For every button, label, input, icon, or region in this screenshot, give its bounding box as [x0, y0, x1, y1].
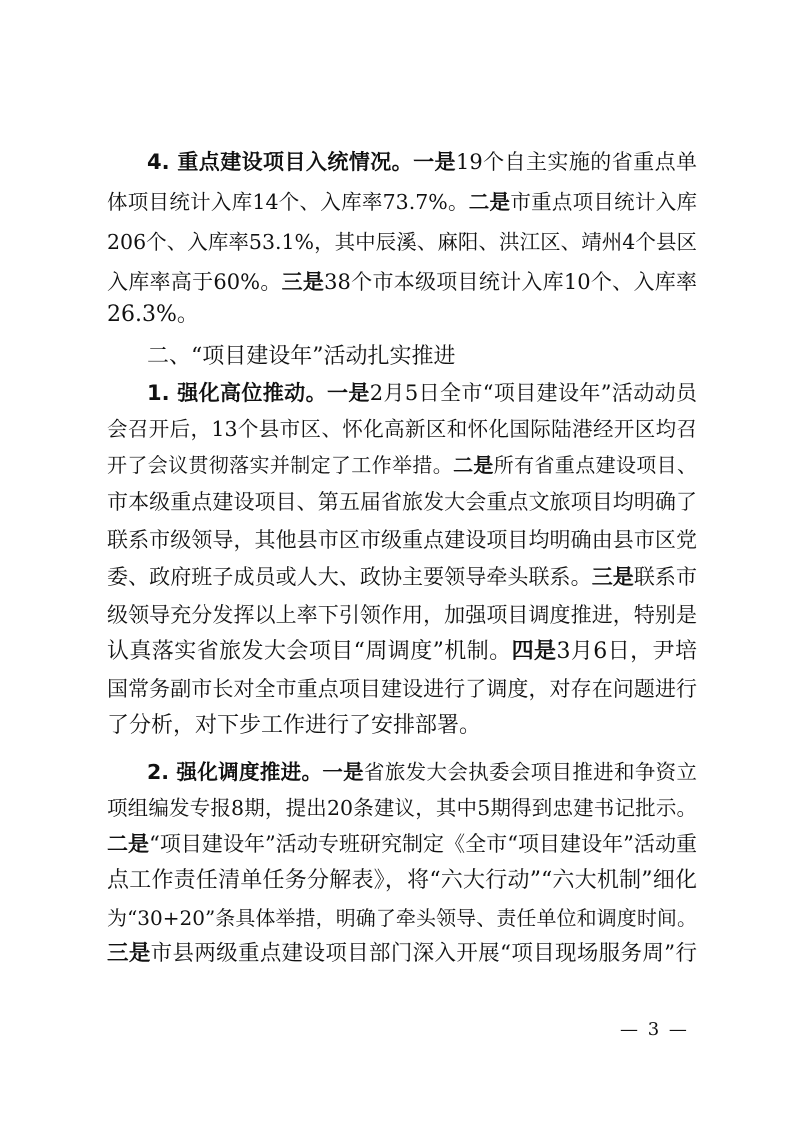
line-text: 3月6日，尹培: [556, 639, 697, 664]
text-line: [107, 939, 697, 969]
text-line: [147, 757, 697, 787]
section-heading: [147, 342, 697, 372]
text-line: [107, 450, 697, 480]
line-text: 联系市: [633, 565, 698, 589]
text-line: [107, 711, 697, 741]
text-line: [107, 866, 697, 896]
emphasis: 二是: [468, 190, 511, 214]
text-line: [107, 487, 697, 517]
section-lead: 4. 重点建设项目入统情况。: [147, 150, 414, 174]
line-text: 点工作责任清单任务分解表》，将“六大行动”“六大机制”细化: [107, 868, 697, 893]
heading-text: 二、“项目建设年”活动扎实推进: [147, 344, 456, 369]
line-text: 19个自主实施的省重点单: [455, 150, 698, 174]
text-line: [107, 674, 697, 704]
text-line: [107, 300, 697, 330]
emphasis: 三是: [107, 941, 151, 966]
line-text: 为“30+20”条具体举措，明确了牵头领导、责任单位和调度时间。: [107, 906, 697, 930]
line-text: 所有省重点建设项目、: [493, 453, 698, 477]
line-text: 206个、入库率53.1%，其中辰溪、麻阳、洪江区、靖州4个县区: [107, 230, 697, 254]
text-line: [107, 637, 697, 667]
line-text: 认真落实省旅发大会项目“周调度”机制。: [107, 639, 512, 664]
text-line: [107, 562, 697, 592]
text-line: [107, 187, 697, 217]
line-text: 联系市级领导，其他县市区市级重点建设项目均明确由县市区党: [107, 528, 697, 552]
text-line: [147, 378, 697, 408]
emphasis: 一是: [322, 760, 365, 784]
text-line: [107, 414, 697, 444]
section-lead: 1. 强化高位推动。: [147, 381, 327, 405]
emphasis: 一是: [413, 150, 456, 174]
line-text: 国常务副市长对全市重点项目建设进行了调度，对存在问题进行: [107, 677, 697, 701]
emphasis: 四是: [511, 639, 557, 664]
line-text: 项组编发专报8期，提出20条建议，其中5期得到忠建书记批示。: [107, 796, 697, 820]
line-text: 38个市本级项目统计入库10个、入库率: [324, 270, 698, 294]
text-line: [107, 793, 697, 823]
emphasis: 二是: [453, 453, 494, 477]
line-text: 2月5日全市“项目建设年”活动动员: [369, 381, 697, 405]
text-line: [107, 829, 697, 859]
line-text: 了分析，对下步工作进行了安排部署。: [107, 713, 482, 738]
line-text: 省旅发大会执委会项目推进和争资立: [364, 760, 697, 784]
text-line: [107, 267, 697, 297]
line-text: 入库率高于60%。: [107, 270, 282, 294]
emphasis: 二是: [107, 832, 150, 856]
line-text: 26.3%。: [107, 302, 199, 327]
line-text: 委、政府班子成员或人大、政协主要领导牵头联系。: [107, 565, 592, 589]
text-line: [107, 525, 697, 555]
line-text: 市重点项目统计入库: [510, 190, 697, 214]
emphasis: 三是: [281, 270, 325, 294]
text-line: [107, 227, 697, 257]
line-text: 市县两级重点建设项目部门深入开展“项目现场服务周”行: [150, 941, 697, 966]
emphasis: 三是: [591, 565, 634, 589]
text-line: [107, 600, 697, 630]
line-text: 级领导充分发挥以上率下引领作用，加强项目调度推进，特别是: [107, 603, 697, 627]
text-line: [107, 903, 697, 933]
emphasis: 一是: [326, 381, 370, 405]
line-text: 会召开后，13个县市区、怀化高新区和怀化国际陆港经开区均召: [107, 417, 697, 441]
text-line: [147, 147, 697, 177]
line-text: 市本级重点建设项目、第五届省旅发大会重点文旅项目均明确了: [107, 490, 697, 514]
section-lead: 2. 强化调度推进。: [147, 760, 323, 784]
page-number: — 3 —: [620, 1019, 689, 1040]
line-text: “项目建设年”活动专班研究制定《全市“项目建设年”活动重: [149, 832, 697, 856]
line-text: 体项目统计入库14个、入库率73.7%。: [107, 190, 469, 214]
line-text: 开了会议贯彻落实并制定了工作举措。: [107, 453, 454, 477]
